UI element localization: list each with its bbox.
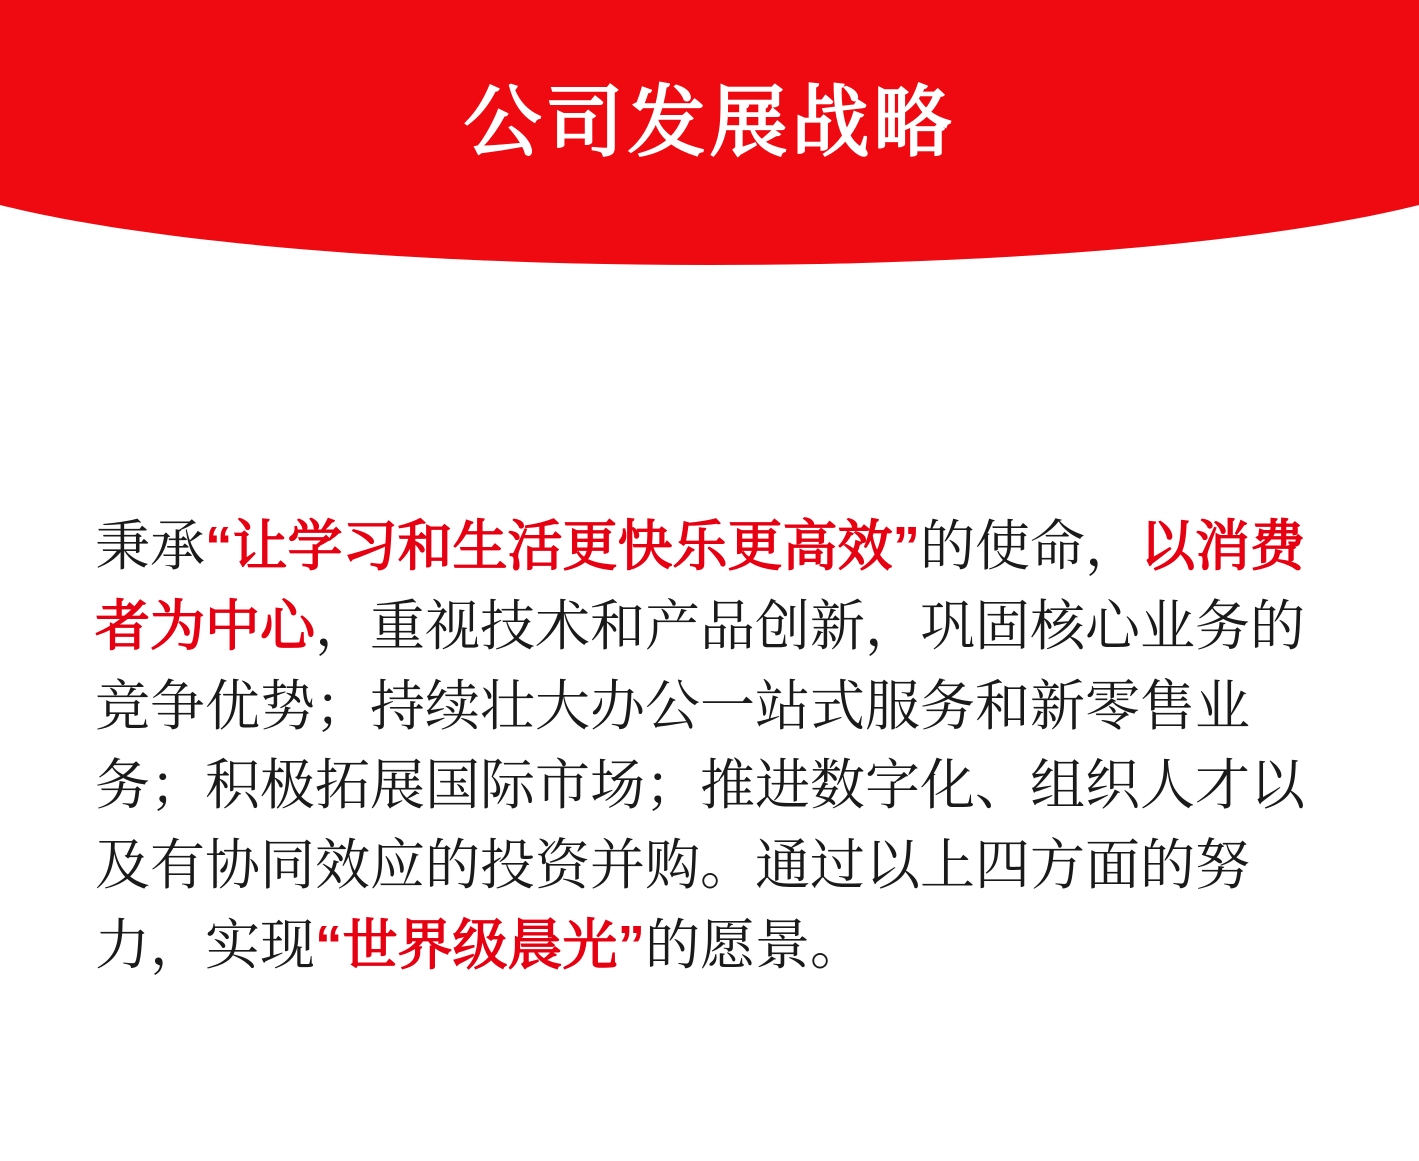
body-text: 秉承 — [95, 515, 206, 577]
highlight-phrase: 以消费者为中心 — [95, 515, 1306, 657]
highlight-phrase: “世界级晨光” — [315, 913, 646, 976]
strategy-content — [95, 452, 1325, 1041]
body-text: 的愿景。 — [645, 913, 866, 976]
body-text: 的使命， — [920, 515, 1141, 577]
strategy-paragraph — [95, 507, 1325, 986]
highlight-phrase: “让学习和生活更快乐更高效” — [205, 515, 921, 577]
body-text: ，重视技术和产品创新，巩固核心业务的竞争优势；持续壮大办公一站式服务和新零售业务；积极拓展国际市场；推进数字化、组织人才以及有协同效应的投资并购。通过以上四方面的努力，实现 — [95, 594, 1306, 976]
page-title: 公司发展战略 — [463, 78, 956, 166]
